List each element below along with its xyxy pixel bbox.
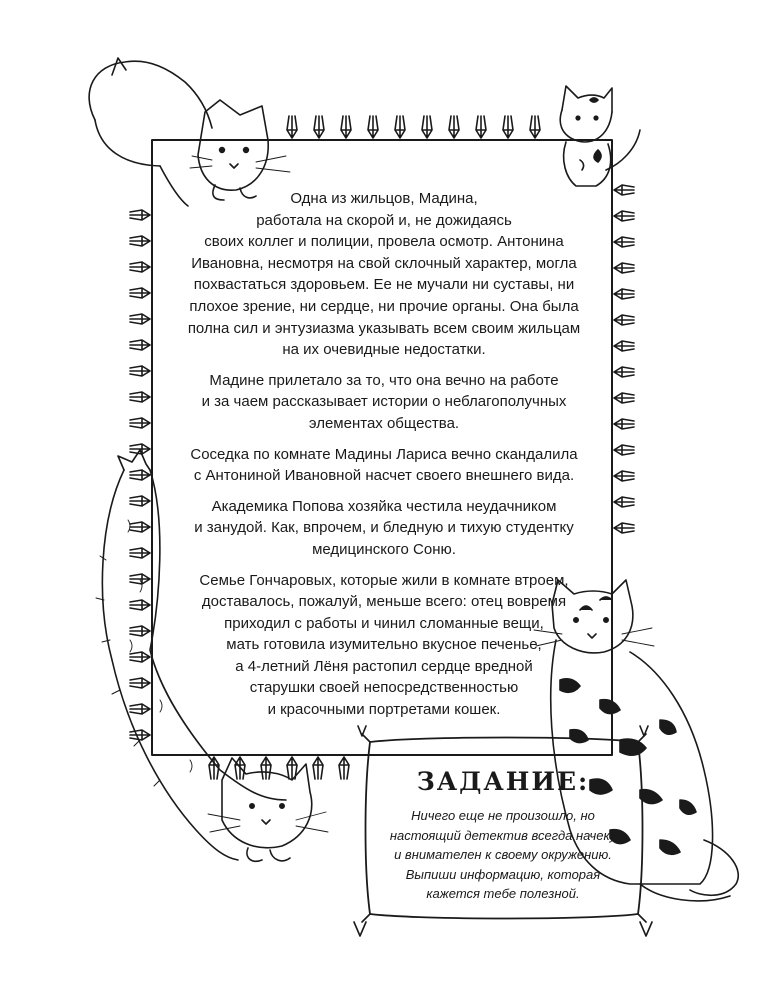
rug-tassel bbox=[503, 116, 513, 138]
story-line: на их очевидные недостатки. bbox=[282, 341, 486, 359]
rug-tassel bbox=[130, 626, 150, 636]
rug-tassel bbox=[530, 116, 540, 138]
rug-tassel bbox=[614, 315, 634, 325]
rug-tassels-right bbox=[614, 185, 634, 533]
rug-tassel bbox=[287, 116, 297, 138]
story-line: плохое зрение, ни сердце, ни прочие органы. Она была bbox=[189, 297, 579, 315]
story-text bbox=[170, 188, 598, 730]
task-line: настоящий детектив всегда начеку bbox=[389, 827, 617, 843]
rug-tassel bbox=[449, 116, 459, 138]
rug-tassel bbox=[130, 262, 150, 272]
story-paragraph bbox=[170, 444, 598, 487]
story-line: приходил с работы и чинил сломанные вещи, bbox=[224, 614, 544, 632]
task-line: Выпиши информацию, которая bbox=[405, 866, 601, 882]
story-line: Мадине прилетало за то, что она вечно на работе bbox=[209, 371, 559, 389]
story-line: Семье Гончаровых, которые жили в комнате втроем, bbox=[199, 571, 569, 589]
rug-tassel bbox=[130, 236, 150, 246]
task-title: ЗАДАНИЕ: bbox=[416, 767, 590, 796]
rug-tassels-bottom bbox=[209, 757, 349, 779]
story-line: старушки своей непосредственностью bbox=[249, 679, 519, 697]
rug-tassel bbox=[314, 116, 324, 138]
rug-tassel bbox=[395, 116, 405, 138]
task-line: кажется тебе полезной. bbox=[426, 886, 580, 902]
rug-tassel bbox=[368, 116, 378, 138]
rug-tassel bbox=[422, 116, 432, 138]
task-line: и внимателен к своему окружению. bbox=[394, 847, 612, 863]
story-line: а 4-летний Лёня растопил сердце вредной bbox=[235, 657, 533, 675]
rug-tassel bbox=[614, 497, 634, 507]
rug-tassel bbox=[476, 116, 486, 138]
rug-tassel bbox=[313, 757, 323, 779]
story-line: медицинского Соню. bbox=[312, 540, 456, 558]
rug-tassel bbox=[614, 341, 634, 351]
rug-tassel bbox=[130, 600, 150, 610]
task-line: Ничего еще не произошло, но bbox=[411, 808, 595, 823]
rug-tassel bbox=[130, 496, 150, 506]
story-line: Одна из жильцов, Мадина, bbox=[290, 190, 478, 207]
story-line: элементах общества. bbox=[308, 414, 460, 432]
cat-top-right-illustration bbox=[560, 86, 640, 186]
story-line: Академика Попова хозяйка честила неудачником bbox=[211, 497, 557, 515]
rug-tassel bbox=[130, 730, 150, 740]
rug-tassel bbox=[130, 548, 150, 558]
rug-tassel bbox=[614, 367, 634, 377]
rug-tassel bbox=[130, 444, 150, 454]
task-box bbox=[372, 745, 634, 912]
rug-tassels-left bbox=[130, 210, 150, 740]
rug-tassel bbox=[130, 340, 150, 350]
story-line: с Антониной Ивановной насчет своего внешнего вида. bbox=[193, 467, 575, 485]
rug-tassel bbox=[130, 652, 150, 662]
task-instructions bbox=[372, 806, 634, 904]
rug-tassel bbox=[614, 237, 634, 247]
rug-tassel bbox=[130, 314, 150, 324]
story-paragraph bbox=[170, 496, 598, 561]
story-line: своих коллег и полиции, провела осмотр. Антонина bbox=[204, 233, 564, 251]
rug-tassel bbox=[341, 116, 351, 138]
story-paragraph bbox=[170, 188, 598, 361]
rug-tassel bbox=[130, 288, 150, 298]
rug-tassel bbox=[130, 392, 150, 402]
story-paragraph bbox=[170, 570, 598, 721]
story-line: Соседка по комнате Мадины Лариса вечно скандалила bbox=[190, 445, 578, 463]
rug-tassel bbox=[614, 393, 634, 403]
rug-tassel bbox=[130, 574, 150, 584]
story-line: мать готовила изумительно вкусное печенье, bbox=[226, 636, 542, 654]
rug-tassel bbox=[614, 471, 634, 481]
rug-tassel bbox=[130, 470, 150, 480]
story-line: и занудой. Как, впрочем, и бледную и тихую студентку bbox=[194, 519, 574, 537]
rug-tassel bbox=[614, 445, 634, 455]
rug-tassel bbox=[339, 757, 349, 779]
story-line: полна сил и энтузиазма указывать всем своим жильцам bbox=[187, 319, 581, 337]
story-line: доставалось, пожалуй, меньше всего: отец вовремя bbox=[201, 593, 567, 611]
rug-tassel bbox=[261, 757, 271, 779]
story-line: работала на скорой и, не дожидаясь bbox=[256, 211, 512, 229]
rug-tassel bbox=[130, 522, 150, 532]
cat-top-left-illustration bbox=[89, 58, 290, 206]
story-line: и за чаем рассказывает истории о неблагополучных bbox=[201, 393, 567, 411]
rug-tassel bbox=[130, 418, 150, 428]
story-line: Ивановна, несмотря на свой склочный характер, могла bbox=[191, 254, 577, 272]
rug-tassel bbox=[614, 523, 634, 533]
rug-tassel bbox=[614, 419, 634, 429]
rug-tassel bbox=[130, 704, 150, 714]
rug-tassels-top bbox=[287, 116, 540, 138]
rug-tassel bbox=[614, 211, 634, 221]
rug-tassel bbox=[130, 678, 150, 688]
rug-tassel bbox=[614, 289, 634, 299]
rug-tassel bbox=[130, 210, 150, 220]
rug-tassel bbox=[614, 263, 634, 273]
rug-tassel bbox=[614, 185, 634, 195]
rug-tassel bbox=[130, 366, 150, 376]
story-paragraph bbox=[170, 370, 598, 435]
story-line: и красочными портретами кошек. bbox=[267, 701, 501, 719]
story-line: похвастаться здоровьем. Ее не мучали ни суставы, ни bbox=[193, 276, 575, 294]
